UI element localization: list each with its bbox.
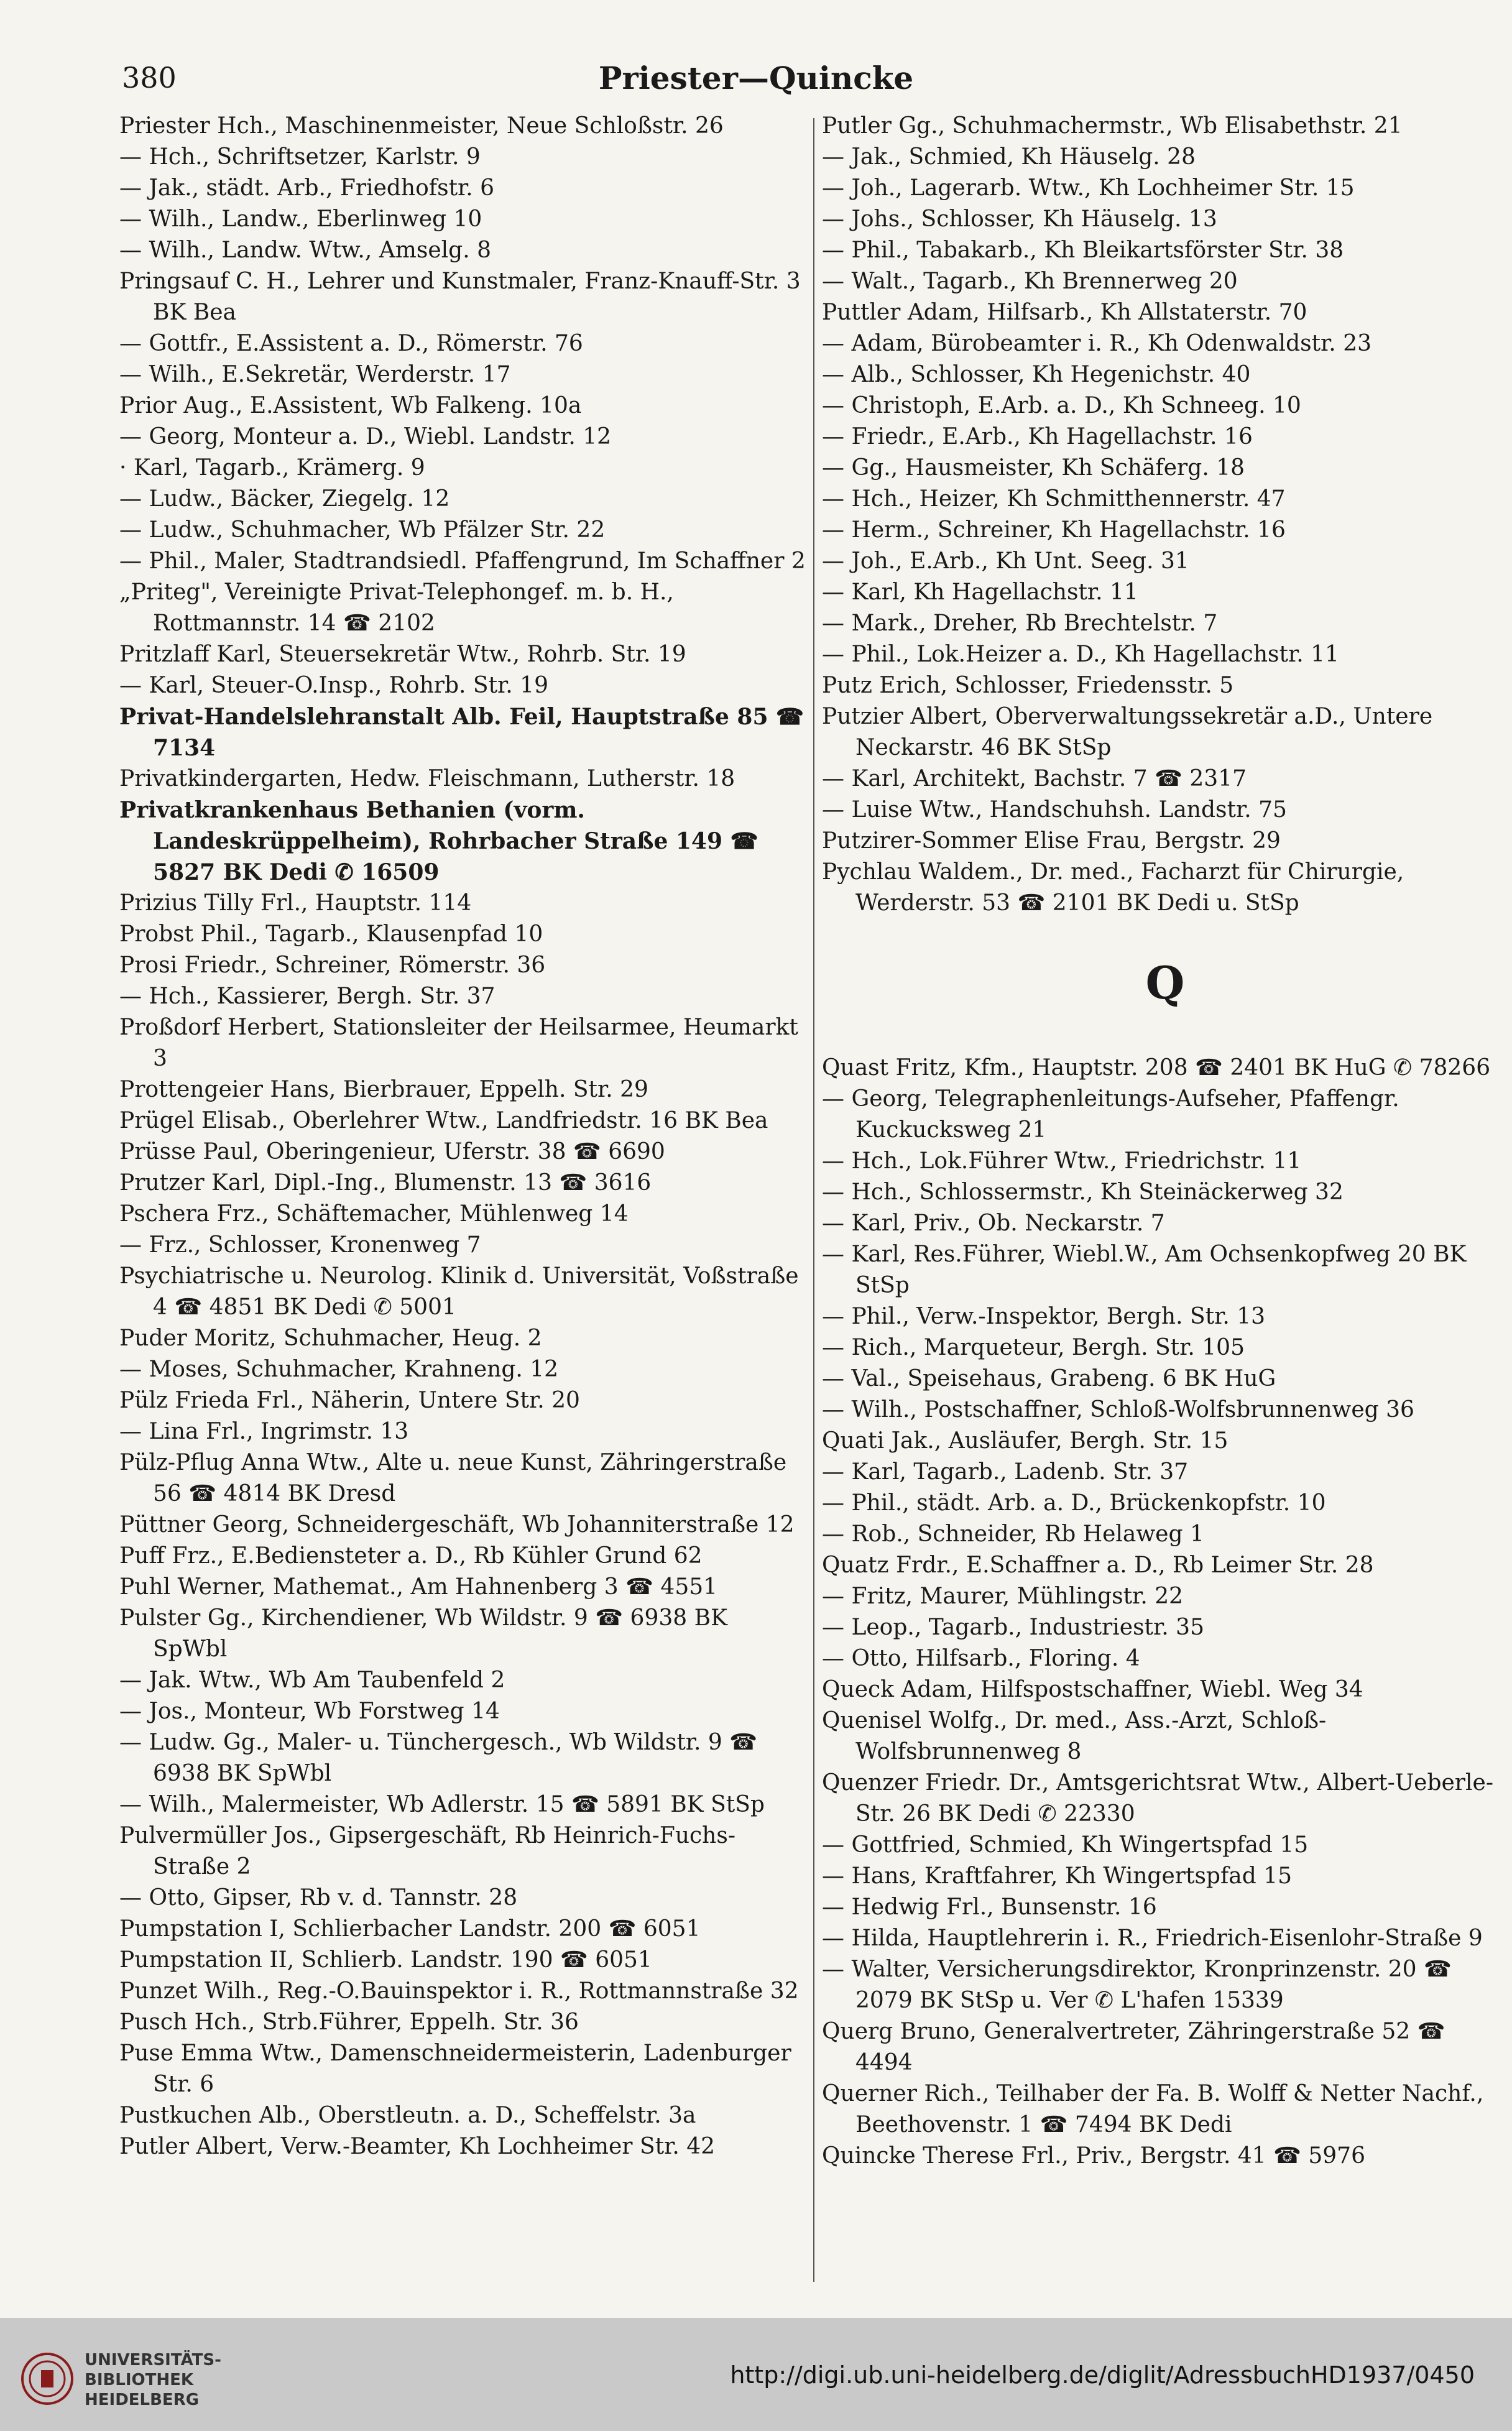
directory-entry: — Alb., Schlosser, Kh Hegenichstr. 40	[822, 362, 1251, 387]
directory-entry: Querner Rich., Teilhaber der Fa. B. Wolff & Netter Nachf., Beethovenstr. 1 ☎ 7494 BK Dedi	[822, 2081, 1484, 2138]
directory-entry: — Karl, Steuer-O.Insp., Rohrb. Str. 19	[119, 673, 548, 698]
directory-entry: Pringsauf C. H., Lehrer und Kunstmaler, Franz-Knauff-Str. 3 BK Bea	[119, 269, 801, 325]
directory-entry: — Ludw., Bäcker, Ziegelg. 12	[119, 486, 450, 512]
directory-entry: — Mark., Dreher, Rb Brechtelstr. 7	[822, 611, 1218, 636]
library-name	[85, 2350, 221, 2410]
directory-entry: · Karl, Tagarb., Krämerg. 9	[119, 455, 425, 481]
directory-entry: — Jak. Wtw., Wb Am Taubenfeld 2	[119, 1668, 505, 1693]
directory-entry: — Hch., Kassierer, Bergh. Str. 37	[119, 984, 496, 1009]
directory-entry: — Leop., Tagarb., Industriestr. 35	[822, 1615, 1204, 1640]
directory-entry: — Hedwig Frl., Bunsenstr. 16	[822, 1894, 1157, 1920]
directory-entry: Pülz-Pflug Anna Wtw., Alte u. neue Kunst, Zähringerstraße 56 ☎ 4814 BK Dresd	[119, 1450, 787, 1506]
directory-entry: Pumpstation II, Schlierb. Landstr. 190 ☎ 6051	[119, 1947, 652, 1973]
directory-entry: Pritzlaff Karl, Steuersekretär Wtw., Rohrb. Str. 19	[119, 642, 686, 667]
directory-entry: Priester Hch., Maschinenmeister, Neue Schloßstr. 26	[119, 113, 724, 139]
directory-entry: — Wilh., Postschaffner, Schloß-Wolfsbrunnenweg 36	[822, 1397, 1414, 1423]
directory-entry: — Phil., Tabakarb., Kh Bleikartsförster Str. 38	[822, 238, 1344, 263]
source-url[interactable]: http://digi.ub.uni-heidelberg.de/diglit/AdressbuchHD1937/0450	[730, 2361, 1475, 2389]
directory-entry: Puse Emma Wtw., Damenschneidermeisterin, Ladenburger Str. 6	[119, 2041, 791, 2097]
directory-entry: — Phil., städt. Arb. a. D., Brückenkopfstr. 10	[822, 1490, 1326, 1516]
directory-entry: — Wilh., Landw., Eberlinweg 10	[119, 206, 482, 232]
directory-entry: Putler Gg., Schuhmachermstr., Wb Elisabethstr. 21	[822, 113, 1403, 139]
directory-entry: Pschera Frz., Schäftemacher, Mühlenweg 14	[119, 1201, 629, 1227]
library-name-line1: UNIVERSITÄTS-	[85, 2351, 221, 2369]
directory-entry: — Karl, Priv., Ob. Neckarstr. 7	[822, 1211, 1165, 1236]
directory-entry: — Phil., Lok.Heizer a. D., Kh Hagellachstr. 11	[822, 642, 1339, 667]
directory-entry: Prüsse Paul, Oberingenieur, Uferstr. 38 ☎ 6690	[119, 1139, 665, 1165]
directory-entry: Quenzer Friedr. Dr., Amtsgerichtsrat Wtw., Albert-Ueberle-Str. 26 BK Dedi ✆ 22330	[822, 1770, 1493, 1827]
directory-entry: — Phil., Maler, Stadtrandsiedl. Pfaffengrund, Im Schaffner 2	[119, 548, 806, 574]
directory-entry: — Hilda, Hauptlehrerin i. R., Friedrich-Eisenlohr-Straße 9	[822, 1926, 1483, 1951]
directory-entry: — Phil., Verw.-Inspektor, Bergh. Str. 13	[822, 1304, 1266, 1329]
directory-entry: Pulvermüller Jos., Gipsergeschäft, Rb Heinrich-Fuchs-Straße 2	[119, 1823, 735, 1880]
directory-entry: Punzet Wilh., Reg.-O.Bauinspektor i. R., Rottmannstraße 32	[119, 1978, 799, 2004]
directory-entry: — Wilh., Malermeister, Wb Adlerstr. 15 ☎ 5891 BK StSp	[119, 1792, 765, 1817]
library-name-line2: BIBLIOTHEK	[85, 2371, 194, 2389]
column-divider	[813, 118, 814, 2282]
directory-entry: — Herm., Schreiner, Kh Hagellachstr. 16	[822, 517, 1286, 543]
directory-entry: — Rich., Marqueteur, Bergh. Str. 105	[822, 1335, 1245, 1360]
directory-entry: — Wilh., Landw. Wtw., Amselg. 8	[119, 238, 491, 263]
directory-entry: — Frz., Schlosser, Kronenweg 7	[119, 1232, 481, 1258]
directory-entry: Quenisel Wolfg., Dr. med., Ass.-Arzt, Schloß-Wolfsbrunnenweg 8	[822, 1708, 1327, 1764]
directory-entry: Quincke Therese Frl., Priv., Bergstr. 41 ☎ 5976	[822, 2143, 1365, 2169]
library-name-line3: HEIDELBERG	[85, 2391, 200, 2409]
directory-entry: Pychlau Waldem., Dr. med., Facharzt für Chirurgie, Werderstr. 53 ☎ 2101 BK Dedi u. StSp	[822, 859, 1404, 916]
directory-entry: — Hch., Schriftsetzer, Karlstr. 9	[119, 144, 481, 170]
directory-entry: — Hans, Kraftfahrer, Kh Wingertspfad 15	[822, 1863, 1293, 1889]
directory-entry: — Jos., Monteur, Wb Forstweg 14	[119, 1699, 500, 1724]
section-letter: Q	[1145, 956, 1185, 1009]
directory-entry: — Karl, Kh Hagellachstr. 11	[822, 579, 1138, 605]
directory-entry: Prutzer Karl, Dipl.-Ing., Blumenstr. 13 ☎ 3616	[119, 1170, 652, 1196]
directory-entry: — Ludw., Schuhmacher, Wb Pfälzer Str. 22	[119, 517, 606, 543]
directory-entry: — Christoph, E.Arb. a. D., Kh Schneeg. 10	[822, 393, 1301, 418]
page-number: 380	[122, 61, 177, 95]
directory-entry: Putler Albert, Verw.-Beamter, Kh Lochheimer Str. 42	[119, 2134, 716, 2159]
directory-entry: Queck Adam, Hilfspostschaffner, Wiebl. Weg 34	[822, 1677, 1363, 1702]
directory-entry: Prior Aug., E.Assistent, Wb Falkeng. 10a	[119, 393, 582, 418]
directory-entry: — Joh., Lagerarb. Wtw., Kh Lochheimer Str. 15	[822, 175, 1355, 201]
directory-entry: — Gottfr., E.Assistent a. D., Römerstr. 76	[119, 331, 583, 356]
directory-entry: — Walter, Versicherungsdirektor, Kronprinzenstr. 20 ☎ 2079 BK StSp u. Ver ✆ L'hafen 15339	[822, 1957, 1452, 2013]
directory-entry: Prottengeier Hans, Bierbrauer, Eppelh. Str. 29	[119, 1077, 648, 1102]
directory-entry: — Lina Frl., Ingrimstr. 13	[119, 1419, 409, 1444]
directory-entry: Pülz Frieda Frl., Näherin, Untere Str. 20	[119, 1388, 580, 1413]
directory-entry: Quast Fritz, Kfm., Hauptstr. 208 ☎ 2401 BK HuG ✆ 78266	[822, 1055, 1491, 1081]
directory-entry: — Otto, Hilfsarb., Floring. 4	[822, 1646, 1140, 1671]
directory-entry: Privat-Handelslehranstalt Alb. Feil, Hauptstraße 85 ☎ 7134	[119, 704, 804, 761]
directory-entry: — Hch., Lok.Führer Wtw., Friedrichstr. 11	[822, 1148, 1302, 1174]
directory-entry: Putz Erich, Schlosser, Friedensstr. 5	[822, 673, 1234, 698]
directory-entry: Querg Bruno, Generalvertreter, Zähringerstraße 52 ☎ 4494	[822, 2019, 1445, 2075]
directory-entry: — Hch., Schlossermstr., Kh Steinäckerweg 32	[822, 1179, 1344, 1205]
directory-entry: Prizius Tilly Frl., Hauptstr. 114	[119, 890, 472, 916]
directory-entry: — Rob., Schneider, Rb Helaweg 1	[822, 1521, 1204, 1547]
directory-entry: — Jak., städt. Arb., Friedhofstr. 6	[119, 175, 495, 201]
directory-entry: — Otto, Gipser, Rb v. d. Tannstr. 28	[119, 1885, 518, 1911]
directory-entry: — Jak., Schmied, Kh Häuselg. 28	[822, 144, 1196, 170]
directory-entry: — Wilh., E.Sekretär, Werderstr. 17	[119, 362, 511, 387]
directory-entry: — Karl, Tagarb., Ladenb. Str. 37	[822, 1459, 1189, 1485]
directory-entry: Quati Jak., Ausläufer, Bergh. Str. 15	[822, 1428, 1228, 1454]
directory-entry: — Gg., Hausmeister, Kh Schäferg. 18	[822, 455, 1245, 481]
directory-entry: Psychiatrische u. Neurolog. Klinik d. Universität, Voßstraße 4 ☎ 4851 BK Dedi ✆ 5001	[119, 1263, 799, 1320]
directory-entry: — Ludw. Gg., Maler- u. Tünchergesch., Wb Wildstr. 9 ☎ 6938 BK SpWbl	[119, 1730, 758, 1786]
university-seal-icon	[20, 2351, 75, 2406]
directory-entry: Proßdorf Herbert, Stationsleiter der Heilsarmee, Heumarkt 3	[119, 1015, 798, 1071]
directory-entry: — Gottfried, Schmied, Kh Wingertspfad 15	[822, 1832, 1309, 1858]
running-head: Priester—Quincke	[598, 60, 914, 96]
directory-entry: Pusch Hch., Strb.Führer, Eppelh. Str. 36	[119, 2009, 579, 2035]
directory-entry: — Georg, Monteur a. D., Wiebl. Landstr. 12	[119, 424, 612, 450]
directory-entry: Puff Frz., E.Bediensteter a. D., Rb Kühler Grund 62	[119, 1543, 703, 1569]
directory-entry: Puttler Adam, Hilfsarb., Kh Allstaterstr. 70	[822, 300, 1307, 325]
directory-entry: Putzier Albert, Oberverwaltungssekretär a.D., Untere Neckarstr. 46 BK StSp	[822, 704, 1433, 760]
footer-bar	[0, 2318, 1512, 2431]
directory-entry: Probst Phil., Tagarb., Klausenpfad 10	[119, 921, 543, 947]
directory-entry: Prosi Friedr., Schreiner, Römerstr. 36	[119, 953, 546, 978]
directory-entry: Privatkrankenhaus Bethanien (vorm. Landeskrüppelheim), Rohrbacher Straße 149 ☎ 5827 BK Dedi ✆ 16509	[119, 797, 758, 885]
directory-entry: — Johs., Schlosser, Kh Häuselg. 13	[822, 206, 1217, 232]
right-column	[822, 111, 1508, 2172]
directory-entry: Pustkuchen Alb., Oberstleutn. a. D., Scheffelstr. 3a	[119, 2103, 696, 2128]
directory-entry: — Luise Wtw., Handschuhsh. Landstr. 75	[822, 797, 1287, 823]
directory-entry: — Karl, Res.Führer, Wiebl.W., Am Ochsenkopfweg 20 BK StSp	[822, 1242, 1467, 1298]
right-column-bottom	[822, 1053, 1508, 2172]
directory-entry: — Walt., Tagarb., Kh Brennerweg 20	[822, 269, 1238, 294]
directory-entry: Puhl Werner, Mathemat., Am Hahnenberg 3 ☎ 4551	[119, 1574, 718, 1600]
directory-entry: — Joh., E.Arb., Kh Unt. Seeg. 31	[822, 548, 1189, 574]
right-column-top	[822, 111, 1508, 919]
directory-entry: Pulster Gg., Kirchendiener, Wb Wildstr. 9 ☎ 6938 BK SpWbl	[119, 1605, 727, 1662]
directory-entry: Quatz Frdr., E.Schaffner a. D., Rb Leimer Str. 28	[822, 1552, 1374, 1578]
directory-entry: Püttner Georg, Schneidergeschäft, Wb Johanniterstraße 12	[119, 1512, 795, 1538]
left-column	[119, 111, 806, 2162]
directory-entry: — Hch., Heizer, Kh Schmitthennerstr. 47	[822, 486, 1286, 512]
directory-entry: Puder Moritz, Schuhmacher, Heug. 2	[119, 1326, 542, 1351]
directory-entry: — Fritz, Maurer, Mühlingstr. 22	[822, 1584, 1184, 1609]
directory-entry: „Priteg", Vereinigte Privat-Telephongef. m. b. H., Rottmannstr. 14 ☎ 2102	[119, 579, 674, 636]
directory-entry: Putzirer-Sommer Elise Frau, Bergstr. 29	[822, 828, 1281, 854]
directory-entry: — Georg, Telegraphenleitungs-Aufseher, Pfaffengr. Kuckucksweg 21	[822, 1086, 1399, 1143]
directory-entry: Prügel Elisab., Oberlehrer Wtw., Landfriedstr. 16 BK Bea	[119, 1108, 768, 1133]
directory-entry: — Adam, Bürobeamter i. R., Kh Odenwaldstr. 23	[822, 331, 1372, 356]
directory-entry: — Karl, Architekt, Bachstr. 7 ☎ 2317	[822, 766, 1247, 791]
directory-entry: — Moses, Schuhmacher, Krahneng. 12	[119, 1357, 559, 1382]
directory-entry: — Friedr., E.Arb., Kh Hagellachstr. 16	[822, 424, 1253, 450]
directory-entry: — Val., Speisehaus, Grabeng. 6 BK HuG	[822, 1366, 1276, 1391]
directory-entry: Pumpstation I, Schlierbacher Landstr. 200 ☎ 6051	[119, 1916, 701, 1942]
directory-entry: Privatkindergarten, Hedw. Fleischmann, Lutherstr. 18	[119, 766, 735, 791]
